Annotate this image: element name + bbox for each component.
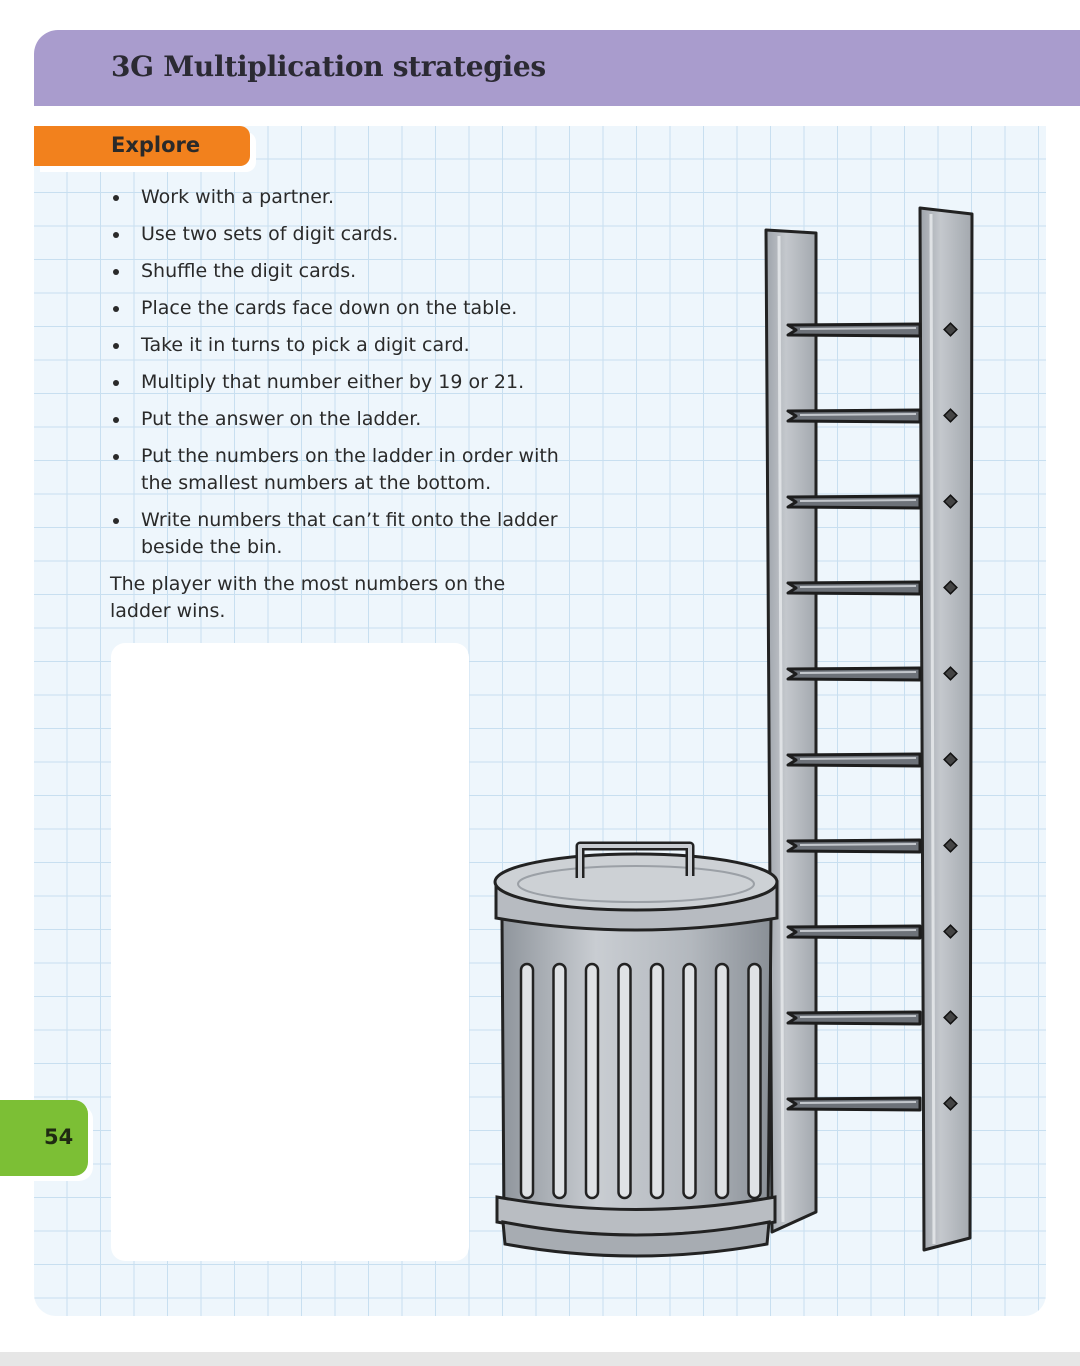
bin-rib [749,964,761,1198]
ladder-rung-highlight [800,586,916,587]
bin-rib [619,964,631,1198]
ladder-rung [788,926,920,938]
ladder-and-bin-illustration [480,200,1000,1280]
instruction-item: Use two sets of digit cards. [110,221,580,248]
page-title: 3G Multiplication strategies [111,50,546,83]
ladder-rung [788,410,920,422]
bin-rib [716,964,728,1198]
winning-rule: The player with the most numbers on the ladder wins. [110,573,506,622]
page-number: 54 [44,1125,74,1149]
bin-rib [586,964,598,1198]
answer-box[interactable] [111,643,469,1261]
ladder-rung-highlight [800,758,916,759]
instruction-item: Write numbers that can’t fit onto the ladder beside the bin. [110,507,580,561]
instruction-item: Take it in turns to pick a digit card. [110,332,580,359]
ladder-rung [788,1098,920,1110]
instruction-item: Work with a partner. [110,184,580,211]
instruction-item: Put the answer on the ladder. [110,406,580,433]
bin-rib [651,964,663,1198]
ladder-rung [788,754,920,766]
ladder-rung-highlight [800,328,916,329]
ladder-rung [788,668,920,680]
ladder-rung-highlight [800,1102,916,1103]
instruction-item: Shuffle the digit cards. [110,258,580,285]
section-label: Explore [111,133,201,157]
bin-icon [495,846,777,1256]
footer-strip [0,1352,1080,1366]
ladder-rung-highlight [800,844,916,845]
ladder-rung-highlight [800,672,916,673]
ladder-rung [788,324,920,336]
ladder-rung [788,840,920,852]
ladder-rung-highlight [800,414,916,415]
bin-rib [684,964,696,1198]
ladder-rung [788,582,920,594]
ladder-icon [766,208,972,1250]
ladder-rung-highlight [800,1016,916,1017]
bin-rib [554,964,566,1198]
ladder-rung [788,496,920,508]
instruction-item: Multiply that number either by 19 or 21. [110,369,580,396]
ladder-rung [788,1012,920,1024]
bin-rib [521,964,533,1198]
ladder-rung-highlight [800,930,916,931]
instruction-item: Put the numbers on the ladder in order with the smallest numbers at the bottom. [110,443,580,497]
ladder-rung-highlight [800,500,916,501]
instruction-item: Place the cards face down on the table. [110,295,580,322]
